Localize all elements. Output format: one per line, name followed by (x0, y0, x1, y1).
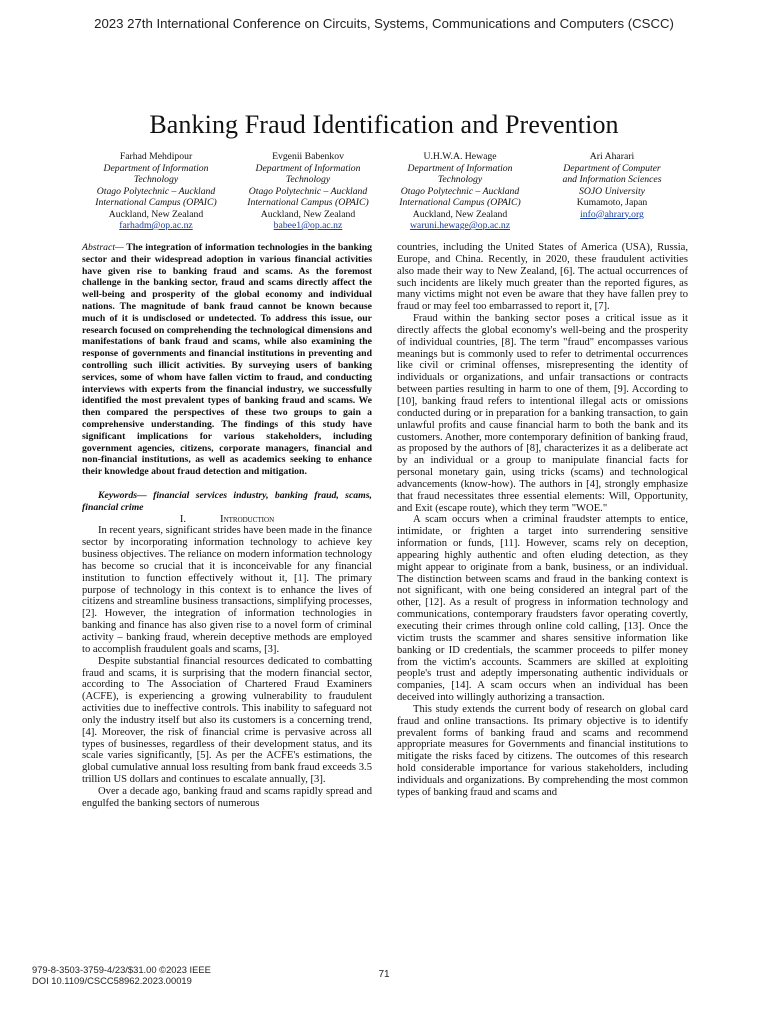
author-3 (384, 151, 536, 232)
author-affiliation: Otago Polytechnic – Auckland (96, 185, 216, 197)
author-location: Kumamoto, Japan (576, 197, 648, 208)
author-2 (232, 151, 384, 232)
author-affiliation: Technology (133, 174, 179, 185)
keywords-label: Keywords— (98, 489, 147, 501)
keywords-text: financial services industry, banking fraud, scams, financial crime (82, 489, 372, 513)
abstract-label: Abstract— (82, 242, 124, 253)
author-affiliation: SOJO University (579, 185, 645, 197)
author-affiliation: Technology (285, 174, 331, 185)
author-affiliation: International Campus (OPAIC) (399, 197, 521, 208)
section-number: I. (179, 513, 187, 525)
author-name: Ari Aharari (589, 151, 635, 162)
body-paragraph: countries, including the United States of America (USA), Russia, Europe, and China. Recently, in 2020, these fraudulent activities also made their way to New Zealand, [6]. The actual occurrences of such incidents are likely much greater than the reported figures, as many victims might not even be aware that they have fallen prey to fraud or may feel too embarrassed to report it, [7]. (397, 242, 688, 313)
page-number: 71 (378, 969, 390, 980)
keywords (82, 490, 372, 514)
author-name: Evgenii Babenkov (272, 151, 344, 162)
author-email-link[interactable]: farhadm@op.ac.nz (119, 220, 193, 231)
author-location: Auckland, New Zealand (108, 208, 204, 220)
author-affiliation: Department of Information (103, 162, 209, 174)
left-column (82, 242, 372, 810)
author-1 (80, 151, 232, 232)
author-location: Auckland, New Zealand (260, 208, 356, 220)
author-email-link[interactable]: info@ahrary.org (580, 208, 644, 220)
body-paragraph: Fraud within the banking sector poses a critical issue as it directly affects the global economy's well-being and the prosperity of individual countries, [8]. The term "fraud" encompasses various meanings but is commonly used to refer to detrimental occurrences like civil or criminal offenses, misrepresenting the identity of individuals or organizations, and unfair transactions or contracts between parties resulting in harm to one of them, [9]. According to [10], banking fraud refers to intentional illegal acts or omissions conducted during or in preparation for a banking transaction, to gain unlawful profits and cause financial harm to both the bank and its customers. Another, more contemporary definition of banking fraud, as proposed by the authors of [8], characterizes it as a deliberate act by an individual or a group to manipulate financial facts for personal monetary gain, using tricks (scams) and technological advancements (know-how). The authors in [4], strongly emphasize that fraud necessitates three essential elements: Will, Opportunity, and Exit (escape route), which they term "WOE." (397, 313, 688, 514)
body-paragraph: In recent years, significant strides have been made in the finance sector by incorporating information technology to achieve key business objectives. The reliance on modern information technology has become so crucial that it is inconceivable for any financial institution to function effectively without it, [1]. The primary purpose of technology in this context is to enhance the lives of citizens and streamline business transactions, simplifying processes, [2]. However, the integration of information technologies in banking and finance has also given rise to a novel form of criminal activity – banking fraud, wherein deceptive methods are employed to accomplish fraudulent goals and scams, [3]. (82, 525, 372, 655)
abstract (82, 242, 372, 478)
author-affiliation: Department of Information (255, 162, 361, 174)
footer-isbn: 979-8-3503-3759-4/23/$31.00 ©2023 IEEE (32, 964, 211, 975)
author-affiliation: International Campus (OPAIC) (95, 197, 217, 208)
body-paragraph: Over a decade ago, banking fraud and scams rapidly spread and engulfed the banking sectors of numerous (82, 785, 372, 809)
author-name: U.H.W.A. Hewage (423, 151, 497, 162)
author-affiliation: Department of Computer (563, 162, 661, 174)
author-affiliation: and Information Sciences (562, 174, 662, 185)
author-affiliation: Department of Information (407, 162, 513, 174)
author-affiliation: Technology (437, 174, 483, 185)
author-location: Auckland, New Zealand (412, 208, 508, 220)
author-block (80, 151, 688, 233)
body-paragraph: This study extends the current body of research on global card fraud and online transactions. Its primary objective is to identify prevalent forms of banking fraud and scams and recommend appropriate measures for Governments and financial institutions to mitigate the risks faced by citizens. The outcomes of this research hold considerable importance for various stakeholders, including individuals and organizations. By comprehending the most common types of banking fraud and scams and (397, 703, 688, 798)
author-email-link[interactable]: waruni.hewage@op.ac.nz (409, 220, 511, 231)
author-4 (536, 151, 688, 220)
author-affiliation: Otago Polytechnic – Auckland (248, 185, 368, 197)
footer-doi: DOI 10.1109/CSCC58962.2023.00019 (32, 975, 192, 987)
paper-title: Banking Fraud Identification and Prevention (149, 110, 619, 139)
right-column (397, 242, 688, 799)
author-email-link[interactable]: babee1@op.ac.nz (273, 220, 343, 231)
conference-header: 2023 27th International Conference on Circuits, Systems, Communications and Computers (CSCC) (94, 16, 674, 31)
body-paragraph: Despite substantial financial resources dedicated to combatting fraud and scams, it is surprising that the modern financial sector, according to The Association of Chartered Fraud Examiners (ACFE), is experiencing a growing vulnerability to fraudulent activities due to ineffective controls. This inability to safeguard not only the industry itself but also its customers is a concerning trend, [4]. Moreover, the risk of financial crime is pervasive across all types of businesses, regardless of their development status, and its scale varies significantly, [5]. As per the ACFE's estimations, the global cumulative annual loss resulting from bank fraud exceeds 3.5 trillion US dollars and continues to escalate annually, [3]. (82, 655, 372, 786)
section-heading (82, 514, 372, 526)
abstract-text: The integration of information technologies in the banking sector and their widespread adoption in various financial activities have given rise to banking fraud and scams. As the foremost challenge in the banking sector, fraud and scams directly affect the well-being and prosperity of the global economy and individual nations. The magnitude of bank fraud cannot be known because much of it is undisclosed or undetected. To address this issue, our research focused on comprehending the technological dimensions and manifestations of bank fraud and scams, while also examining the response of governments and financial institutions in preventing and controlling such illicit activities. By surveying users of banking services, some of whom have fallen victim to fraud, and conducting interviews with experts from the financial industry, we successfully identified the most prevalent types of banking fraud and scams. We then compared the perspectives of these two groups to gain a comprehensive understanding. The findings of this study have significant implications for various stakeholders, including government agencies, citizens, corporate managers, financial and non-financial institutions, as well as academics seeking to enhance their knowledge about fraud detection and mitigation. (82, 242, 372, 478)
body-paragraph: A scam occurs when a criminal fraudster attempts to entice, intimidate, or frighten a target into surrendering sensitive information or funds, [11]. However, scams rely on deception, appearing highly authentic and often eluding detection, as they might appear to originate from a bank, business, or an individual. The distinction between scams and fraud in the banking context is not significant, with one being considered an integral part of the other, [12]. As a result of progress in information technology and communications, contemporary fraudsters favor operating covertly, executing their crimes through online cold calling, [13]. Once the victim trusts the scammer and shares sensitive information like banking or ID credentials, the scammer proceeds to pilfer money from the victim's accounts. Scammers are skilled at exploiting people's trust and adeptly impersonating authentic individuals or companies, [14]. A scam occurs when an individual has been deceived into willingly authorizing a transaction. (397, 514, 688, 704)
section-title: Introduction (220, 513, 275, 525)
author-affiliation: International Campus (OPAIC) (247, 197, 369, 208)
author-affiliation: Otago Polytechnic – Auckland (400, 185, 520, 197)
author-name: Farhad Mehdipour (119, 151, 193, 162)
